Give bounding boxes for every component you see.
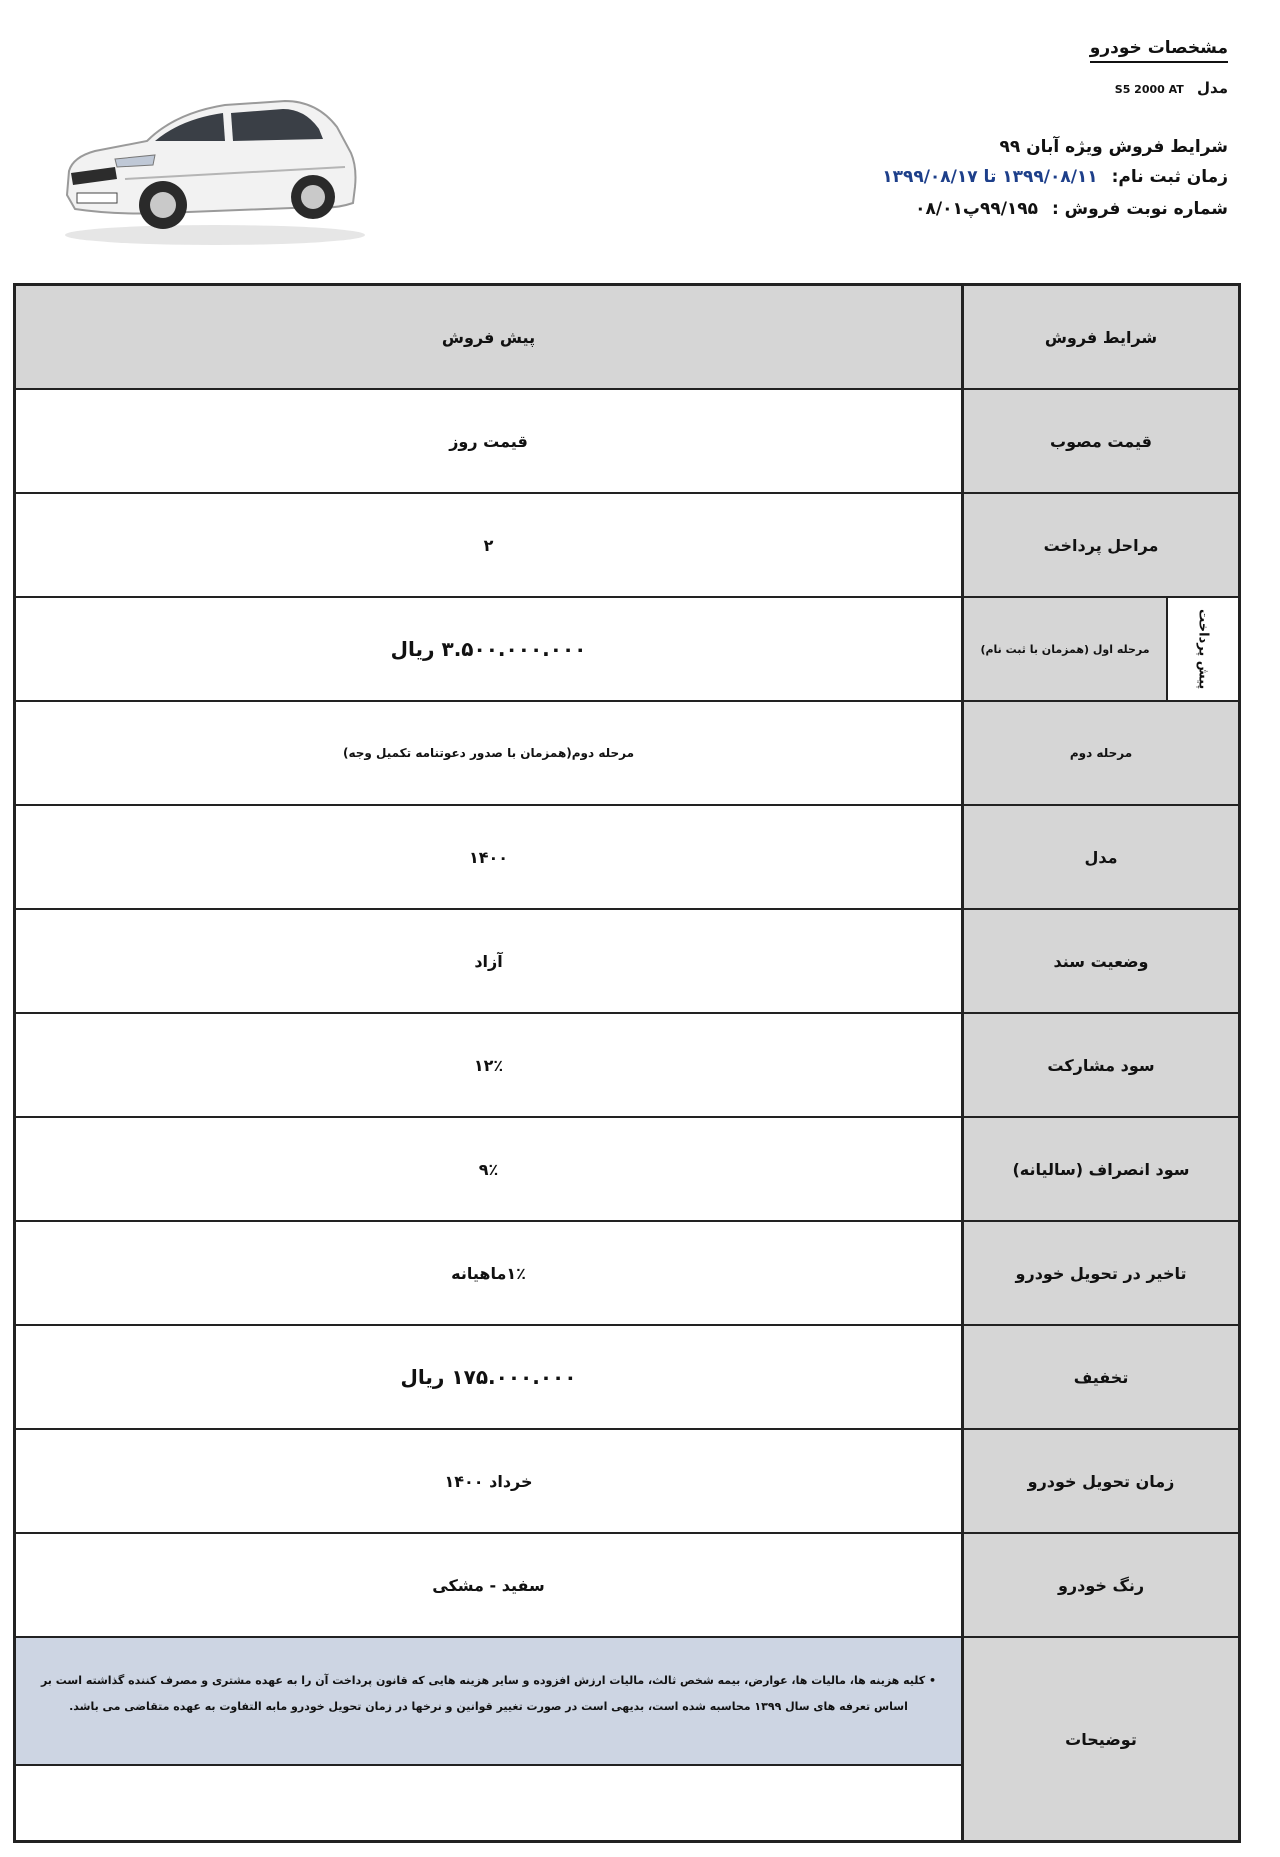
model-label: مدل: [1197, 79, 1228, 97]
payment-stages-label: مراحل پرداخت: [961, 494, 1238, 596]
approved-price-label: قیمت مصوب: [961, 390, 1238, 492]
model-year-label: مدل: [961, 806, 1238, 908]
registration-line: [668, 167, 1228, 187]
delivery-delay-label: تاخیر در تحویل خودرو: [961, 1222, 1238, 1324]
table-row-discount: [16, 1326, 1238, 1430]
registration-dates: ۱۳۹۹/۰۸/۱۱ تا ۱۳۹۹/۰۸/۱۷: [882, 167, 1098, 187]
document-title: مشخصات خودرو: [1090, 38, 1228, 63]
table-row-cancellation-profit: [16, 1118, 1238, 1222]
table-row-notes: [16, 1638, 1238, 1840]
queue-line: [668, 199, 1228, 219]
payment-stages-value: ۲: [483, 535, 494, 555]
table-row-participation-profit: [16, 1014, 1238, 1118]
sales-terms-table: [13, 283, 1241, 1843]
participation-profit-value: ۱۲٪: [473, 1055, 504, 1075]
table-row-stage-1: [16, 598, 1238, 702]
campaign-title: شرایط فروش ویژه آبان ۹۹: [999, 137, 1228, 157]
model-line: [668, 79, 1228, 97]
queue-number: ۹۹/۱۹۵پ۰۸/۰۱: [915, 199, 1039, 219]
delivery-time-label: زمان تحویل خودرو: [961, 1430, 1238, 1532]
delivery-delay-value: ۱٪ماهیانه: [451, 1263, 526, 1283]
discount-label: تخفیف: [961, 1326, 1238, 1428]
car-image: [55, 75, 365, 250]
delivery-time-value: خرداد ۱۴۰۰: [444, 1471, 533, 1491]
cancellation-profit-value: ۹٪: [478, 1159, 499, 1179]
color-value: سفید - مشکی: [432, 1575, 545, 1595]
notes-line-1: • کلیه هزینه ها، مالیات ها، عوارض، بیمه شخص ثالث، مالیات ارزش افزوده و سایر هزینه هایی که قانون پرداخت آن را به عهده مشتری و مصرف کننده گذاشته است بر: [40, 1674, 937, 1687]
table-row-stage-2: [16, 702, 1238, 806]
sale-terms-label: شرایط فروش: [961, 286, 1238, 388]
registration-label: زمان ثبت نام:: [1111, 167, 1228, 187]
document-header: [668, 38, 1228, 219]
table-row-document-status: [16, 910, 1238, 1014]
table-row-color: [16, 1534, 1238, 1638]
approved-price-value: قیمت روز: [449, 431, 528, 451]
stage-1-value: ۳.۵۰۰.۰۰۰.۰۰۰ ریال: [390, 637, 587, 661]
stage-1-label-group: [961, 598, 1238, 700]
table-row-payment-stages: [16, 494, 1238, 598]
prepayment-label: پیش پرداخت: [1195, 608, 1211, 690]
document-status-value: آزاد: [474, 951, 503, 971]
stage-1-label: مرحله اول (همزمان با ثبت نام): [964, 598, 1166, 700]
model-year-value: ۱۴۰۰: [468, 847, 509, 867]
notes-box: [16, 1638, 961, 1766]
notes-label: توضیحات: [961, 1638, 1238, 1840]
prepayment-label-cell: [1166, 598, 1238, 700]
participation-profit-label: سود مشارکت: [961, 1014, 1238, 1116]
sale-terms-value: پیش فروش: [16, 286, 961, 388]
stage-2-label: مرحله دوم: [961, 702, 1238, 804]
table-row-model: [16, 806, 1238, 910]
notes-line-2: اساس تعرفه های سال ۱۳۹۹ محاسبه شده است، بدیهی است در صورت تغییر قوانین و نرخها در زمان تحویل خودرو مابه التفاوت به عهده متقاضی می باشد.: [69, 1700, 908, 1713]
model-code: S5 2000 AT: [1114, 83, 1184, 96]
table-row-approved-price: [16, 390, 1238, 494]
queue-label: شماره نوبت فروش :: [1051, 199, 1228, 219]
document-status-label: وضعیت سند: [961, 910, 1238, 1012]
table-row-delivery-time: [16, 1430, 1238, 1534]
table-row-delivery-delay: [16, 1222, 1238, 1326]
color-label: رنگ خودرو: [961, 1534, 1238, 1636]
cancellation-profit-label: سود انصراف (سالیانه): [961, 1118, 1238, 1220]
stage-2-value: مرحله دوم(همزمان با صدور دعوتنامه تکمیل وجه): [342, 746, 635, 760]
table-row-sale-terms: [16, 286, 1238, 390]
discount-value: ۱۷۵.۰۰۰.۰۰۰ ریال: [400, 1365, 577, 1389]
notes-cell: [16, 1638, 961, 1840]
